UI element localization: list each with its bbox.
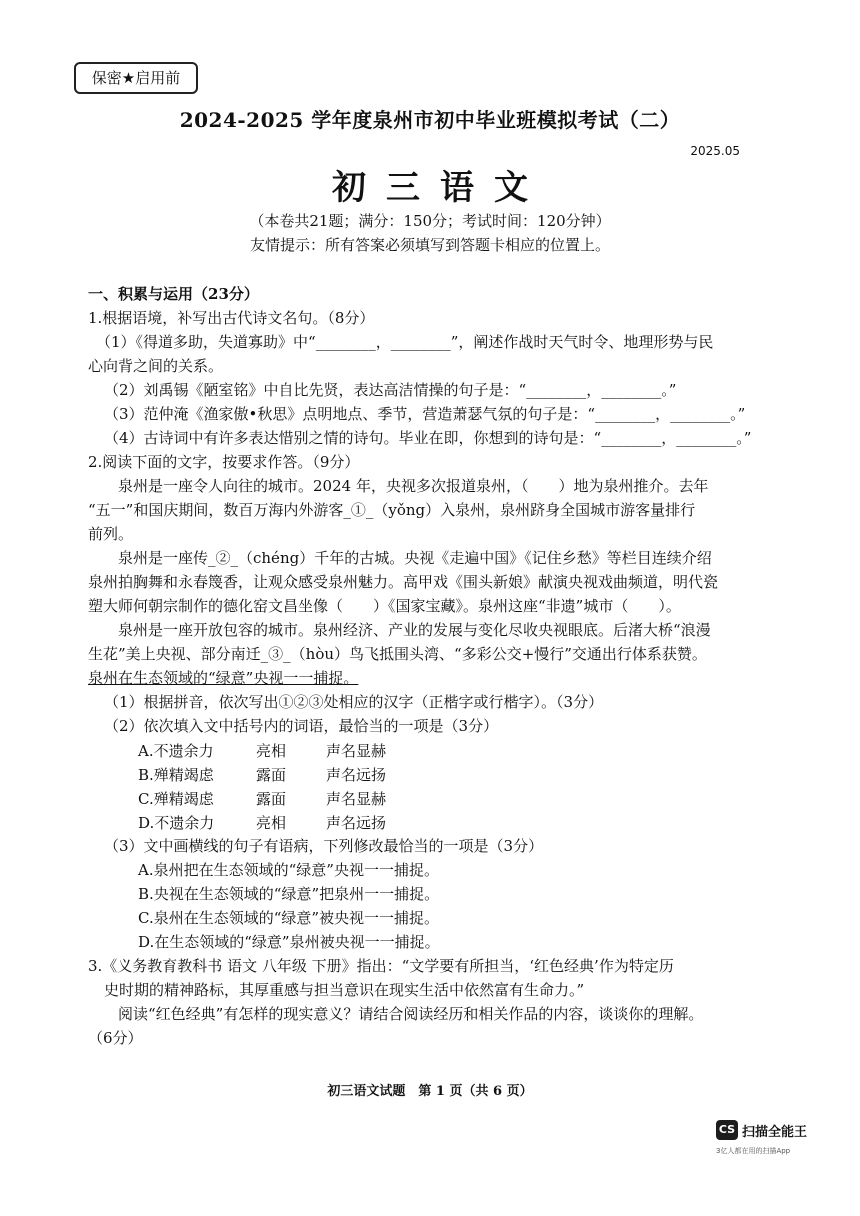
- exam-date: 2025.05: [690, 144, 740, 158]
- option-word: B.殚精竭虑: [138, 766, 214, 784]
- q2-stem: 2.阅读下面的文字，按要求作答。（9分）: [88, 453, 360, 471]
- q2-para1-line2: “五一”和国庆期间，数百万海内外游客_①_（yǒng）入泉州，泉州跻身全国城市游客量排行: [88, 501, 696, 519]
- subject-title: 初三语文: [332, 168, 548, 208]
- option-word: 声名远扬: [326, 766, 387, 784]
- exam-tip: 友情提示：所有答案必须填写到答题卡相应的位置上。: [249, 236, 610, 254]
- q1-part1-line1: （1）《得道多助，失道寡助》中“________，________”，阐述作战时天气时令、地理形势与民: [96, 333, 714, 351]
- camscanner-name: 扫描全能王: [742, 1125, 808, 1140]
- option-word: 声名远扬: [326, 814, 387, 832]
- option-word: 露面: [256, 790, 287, 808]
- q3-line4: （6分）: [88, 1029, 143, 1047]
- option-word: 声名显赫: [326, 790, 387, 808]
- q3-line1: 3.《义务教育教科书 语文 八年级 下册》指出：“文学要有所担当，‘红色经典’作为特定历: [88, 957, 674, 975]
- option-word: C.殚精竭虑: [138, 790, 214, 808]
- q2-para1-line1: 泉州是一座令人向往的城市。2024 年，央视多次报道泉州，（ ）地为泉州推介。去年: [118, 477, 709, 495]
- q1-stem: 1.根据语境，补写出古代诗文名句。（8分）: [88, 309, 375, 327]
- option-word: A.不遗余力: [138, 742, 214, 760]
- option-word: 声名显赫: [326, 742, 387, 760]
- q1-part4: （4）古诗词中有许多表达惜别之情的诗句。毕业在即，你想到的诗句是：“________，________。”: [104, 429, 752, 447]
- camscanner-watermark: [716, 1120, 816, 1164]
- camscanner-icon: CS: [716, 1120, 738, 1140]
- q2-para2-line2: 泉州拍胸舞和永春篾香，让观众感受泉州魅力。高甲戏《围头新娘》献演央视戏曲频道，明代瓷: [88, 573, 719, 591]
- q2-sub3: （3）文中画横线的句子有语病，下列修改最恰当的一项是（3分）: [104, 837, 544, 855]
- q2-para3-underlined-sentence: 泉州在生态领域的“绿意”央视一一捕捉。: [88, 669, 359, 687]
- q2-sub2: （2）依次填入文中括号内的词语，最恰当的一项是（3分）: [104, 717, 499, 735]
- q2-para2-line1: 泉州是一座传_②_（chéng）千年的古城。央视《走遍中国》《记住乡愁》等栏目连续介绍: [118, 549, 712, 567]
- q2-sub3-option-b: B.央视在生态领域的“绿意”把泉州一一捕捉。: [138, 885, 440, 903]
- q2-para2-line3: 塑大师何朝宗制作的德化窑文昌坐像（ ）《国家宝藏》。泉州这座“非遗”城市（ ）。: [88, 597, 681, 615]
- page-footer: 初三语文试题 第 1 页（共 6 页）: [327, 1084, 533, 1099]
- q1-part2: （2）刘禹锡《陋室铭》中自比先贤，表达高洁情操的句子是：“________，________。”: [104, 381, 677, 399]
- q1-part1-line2: 心向背之间的关系。: [88, 357, 224, 375]
- exam-title: 2024-2025 学年度泉州市初中毕业班模拟考试（二）: [179, 108, 681, 132]
- q2-para3-line1: 泉州是一座开放包容的城市。泉州经济、产业的发展与变化尽收央视眼底。后渚大桥“浪漫: [118, 621, 711, 639]
- q2-para1-line3: 前列。: [88, 525, 134, 543]
- confidential-label: 保密★启用前: [74, 62, 198, 94]
- q3-line3: 阅读“红色经典”有怎样的现实意义？请结合阅读经历和相关作品的内容，谈谈你的理解。: [118, 1005, 704, 1023]
- section-heading: 一、积累与运用（23分）: [88, 285, 259, 303]
- exam-info: （本卷共21题；满分：150分；考试时间：120分钟）: [249, 212, 611, 230]
- option-word: 亮相: [256, 742, 287, 760]
- option-word: 亮相: [256, 814, 287, 832]
- q3-line2: 史时期的精神路标，其厚重感与担当意识在现实生活中依然富有生命力。”: [104, 981, 585, 999]
- camscanner-tagline: 3亿人都在用的扫描App: [716, 1147, 791, 1155]
- q2-sub1: （1）根据拼音，依次写出①②③处相应的汉字（正楷字或行楷字）。（3分）: [104, 693, 604, 711]
- q2-sub3-option-a: A.泉州把在生态领域的“绿意”央视一一捕捉。: [138, 861, 439, 879]
- option-word: 露面: [256, 766, 287, 784]
- option-word: D.不遗余力: [138, 814, 215, 832]
- q1-part3: （3）范仲淹《渔家傲•秋思》点明地点、季节，营造萧瑟气氛的句子是：“________，________。”: [104, 405, 746, 423]
- q2-sub3-option-d: D.在生态领域的“绿意”泉州被央视一一捕捉。: [138, 933, 440, 951]
- q2-sub3-option-c: C.泉州在生态领域的“绿意”被央视一一捕捉。: [138, 909, 440, 927]
- q2-para3-line2: 生花”美上央视、部分南迁_③_（hòu）鸟飞抵围头湾、“多彩公交+慢行”交通出行体系获赞。: [88, 645, 707, 663]
